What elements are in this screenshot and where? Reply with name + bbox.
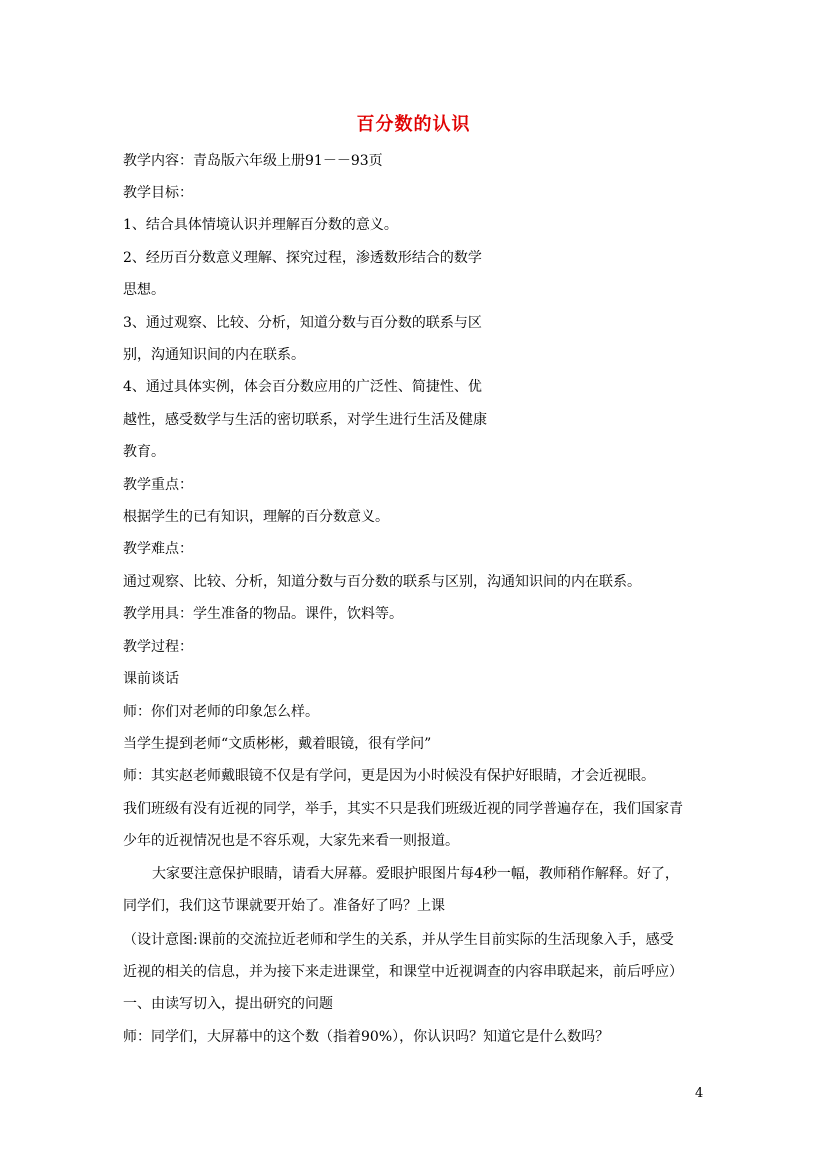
text-line: 思想。 (123, 282, 165, 298)
text-line: 教学过程： (123, 639, 193, 655)
text-line: 课前谈话 (123, 671, 179, 687)
text-line: 教学难点： (123, 541, 193, 557)
text-line: 1、结合具体情境认识并理解百分数的意义。 (123, 217, 398, 233)
text-line: 我们班级有没有近视的同学，举手，其实不只是我们班级近视的同学普遍存在，我们国家青 (123, 801, 683, 817)
text-line: 当学生提到老师“文质彬彬，戴着眼镜，很有学问” (123, 736, 432, 752)
text-line: （设计意图:课前的交流拉近老师和学生的关系，并从学生目前实际的生活现象入手，感受 (123, 932, 674, 948)
text-line: 教学重点： (123, 477, 193, 493)
text-line: 教学内容：青岛版六年级上册91－－93页 (123, 153, 383, 169)
text-line: 师：其实赵老师戴眼镜不仅是有学问，更是因为小时候没有保护好眼睛，才会近视眼。 (123, 768, 655, 784)
text-line: 师：同学们，大屏幕中的这个数（指着90%），你认识吗？知道它是什么数吗？ (123, 1029, 610, 1045)
text-line: 根据学生的已有知识，理解的百分数意义。 (123, 509, 389, 525)
document-title: 百分数的认识 (356, 114, 471, 135)
text-line: 少年的近视情况也是不容乐观，大家先来看一则报道。 (123, 833, 459, 849)
text-line: 师：你们对老师的印象怎么样。 (123, 704, 319, 720)
text-line: 2、经历百分数意义理解、探究过程，渗透数形结合的数学 (123, 250, 482, 266)
text-line: 教育。 (123, 444, 165, 460)
text-line: 近视的相关的信息，并为接下来走进课堂，和课堂中近视调查的内容串联起来，前后呼应） (123, 964, 683, 980)
text-line: 越性，感受数学与生活的密切联系，对学生进行生活及健康 (123, 412, 487, 428)
text-line: 3、通过观察、比较、分析，知道分数与百分数的联系与区 (123, 315, 482, 331)
text-line: 大家要注意保护眼睛，请看大屏幕。爱眼护眼图片每4秒一幅，教师稍作解释。好了， (152, 866, 679, 882)
text-line: 通过观察、比较、分析，知道分数与百分数的联系与区别，沟通知识间的内在联系。 (123, 574, 641, 590)
text-line: 一、由读写切入，提出研究的问题 (123, 996, 333, 1012)
text-line: 别，沟通知识间的内在联系。 (123, 347, 305, 363)
page-number: 4 (695, 1086, 704, 1101)
text-line: 同学们，我们这节课就要开始了。准备好了吗？上课 (123, 898, 445, 914)
text-line: 教学用具：学生准备的物品。课件，饮料等。 (123, 606, 403, 622)
text-line: 4、通过具体实例，体会百分数应用的广泛性、简捷性、优 (123, 379, 482, 395)
text-line: 教学目标： (123, 185, 193, 201)
